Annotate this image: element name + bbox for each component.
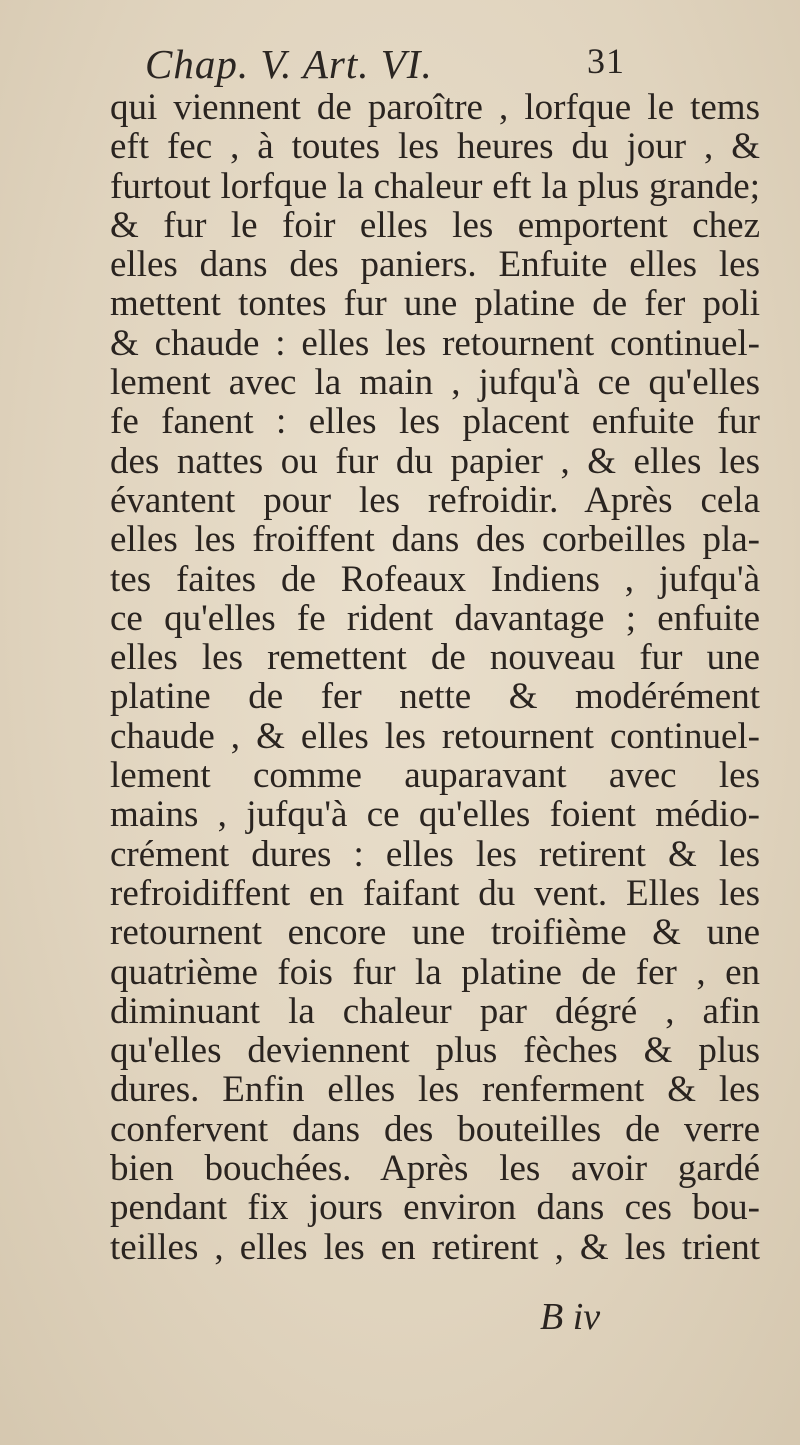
text-line: qui viennent de paroître , lorfque le tems bbox=[110, 88, 760, 128]
running-head bbox=[145, 40, 625, 92]
text-line: & fur le foir elles les emportent chez bbox=[110, 205, 760, 246]
text-line: lement comme auparavant avec les bbox=[110, 756, 760, 796]
running-head-title: Chap. V. Art. VI. bbox=[145, 41, 433, 87]
text-line: diminuant la chaleur par dégré , afin bbox=[110, 991, 760, 1032]
text-line: platine de fer nette & modérément bbox=[110, 677, 760, 717]
text-line: mains , jufqu'à ce qu'elles foient médio- bbox=[110, 795, 760, 835]
text-line: elles les remettent de nouveau fur une bbox=[110, 638, 760, 678]
text-line: évantent pour les refroidir. Après cela bbox=[110, 480, 760, 521]
signature-mark: B iv bbox=[540, 1296, 601, 1338]
text-line: fe fanent : elles les placent enfuite fur bbox=[110, 402, 760, 442]
text-line: pendant fix jours environ dans ces bou- bbox=[110, 1188, 760, 1228]
text-line: refroidiffent en faifant du vent. Elles les bbox=[110, 873, 760, 914]
text-line: tes faites de Rofeaux Indiens , jufqu'à bbox=[110, 559, 760, 599]
text-line: dures. Enfin elles les renferment & les bbox=[110, 1070, 760, 1110]
text-line: elles dans des paniers. Enfuite elles les bbox=[110, 245, 760, 285]
text-line: ce qu'elles fe rident davantage ; enfuite bbox=[110, 598, 760, 639]
text-line: & chaude : elles les retournent continuel- bbox=[110, 323, 760, 364]
text-line: des nattes ou fur du papier , & elles les bbox=[110, 441, 760, 481]
text-line: lement avec la main , jufqu'à ce qu'elles bbox=[110, 363, 760, 403]
page-number: 31 bbox=[587, 41, 625, 81]
text-line: retournent encore une troifième & une bbox=[110, 913, 760, 953]
text-line: teilles , elles les en retirent , & les trient bbox=[110, 1227, 760, 1267]
text-line: chaude , & elles les retournent continuel- bbox=[110, 716, 760, 757]
text-line: qu'elles deviennent plus fèches & plus bbox=[110, 1031, 760, 1071]
text-line: bien bouchées. Après les avoir gardé bbox=[110, 1149, 760, 1189]
text-line: eft fec , à toutes les heures du jour , & bbox=[110, 127, 760, 167]
text-line: quatrième fois fur la platine de fer , en bbox=[110, 952, 760, 992]
text-line: mettent tontes fur une platine de fer poli bbox=[110, 284, 760, 324]
text-line: confervent dans des bouteilles de verre bbox=[110, 1109, 760, 1150]
body-text bbox=[110, 88, 760, 1267]
text-line: elles les froiffent dans des corbeilles pla- bbox=[110, 520, 760, 560]
text-line: crément dures : elles les retirent & les bbox=[110, 834, 760, 874]
text-line: furtout lorfque la chaleur eft la plus grande; bbox=[110, 166, 760, 206]
